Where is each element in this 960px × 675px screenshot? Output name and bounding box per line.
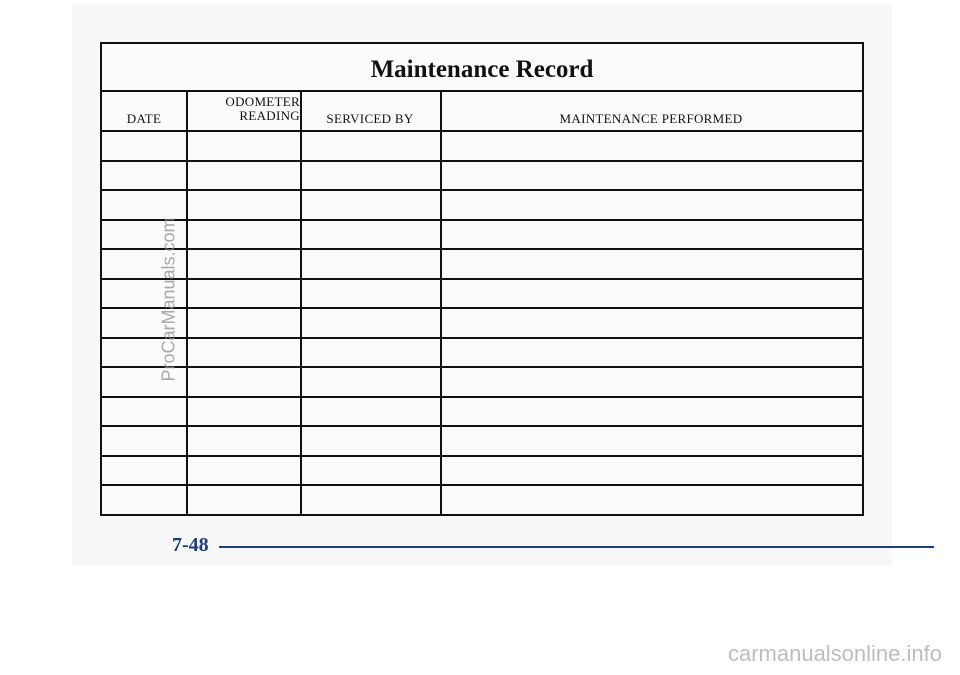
- column-header-odometer-line1: ODOMETER: [225, 94, 300, 109]
- row-divider: [102, 189, 862, 191]
- row-divider: [102, 248, 862, 250]
- column-header-maintenance-label: MAINTENANCE PERFORMED: [559, 111, 743, 126]
- row-divider: [102, 366, 862, 368]
- page-number: 7-48: [172, 534, 209, 556]
- row-divider: [102, 484, 862, 486]
- row-divider: [102, 219, 862, 221]
- column-header-date: [102, 92, 186, 130]
- column-header-serviced-by-label: SERVICED BY: [326, 111, 414, 126]
- row-divider: [102, 396, 862, 398]
- column-header-date-label: DATE: [126, 111, 162, 126]
- column-header-odometer: [186, 92, 300, 130]
- maintenance-record-table: [100, 42, 864, 516]
- footer-rule: [219, 546, 934, 548]
- manual-page: [72, 4, 892, 566]
- row-divider: [102, 425, 862, 427]
- table-title: Maintenance Record: [102, 44, 862, 92]
- row-divider: [102, 160, 862, 162]
- column-divider: [186, 92, 188, 514]
- column-header-odometer-line2: READING: [239, 108, 300, 123]
- row-divider: [102, 130, 862, 132]
- row-divider: [102, 337, 862, 339]
- row-divider: [102, 278, 862, 280]
- watermark: [158, 214, 179, 384]
- column-header-maintenance-performed: [440, 92, 862, 130]
- column-divider: [300, 92, 302, 514]
- column-header-serviced-by: [300, 92, 440, 130]
- row-divider: [102, 455, 862, 457]
- row-divider: [102, 307, 862, 309]
- watermark-text: ProCarManuals.com: [158, 216, 179, 382]
- column-divider: [440, 92, 442, 514]
- site-footer: carmanualsonline.info: [727, 641, 942, 666]
